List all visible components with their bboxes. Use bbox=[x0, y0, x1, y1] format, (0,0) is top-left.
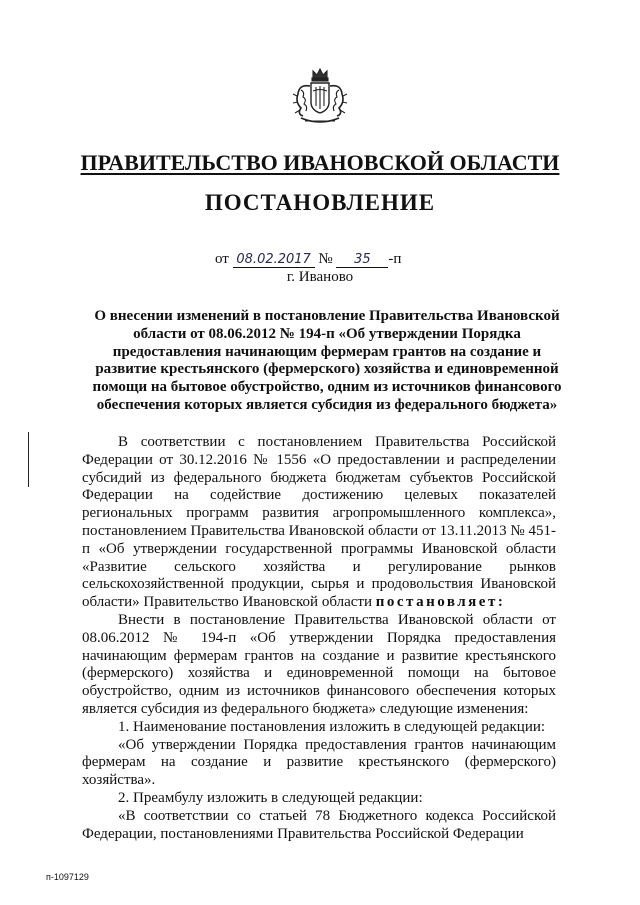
city: г. Иваново bbox=[286, 269, 354, 285]
paragraph-item-2: 2. Преамбулу изложить в следующей редакции: bbox=[118, 789, 423, 806]
decree-word: постановляет: bbox=[375, 594, 506, 611]
margin-mark bbox=[28, 432, 29, 487]
date-prefix: от bbox=[215, 251, 229, 267]
paragraph-item-1: 1. Наименование постановления изложить в следующей редакции: bbox=[118, 718, 546, 735]
document-body bbox=[82, 434, 556, 843]
paragraph-preamble bbox=[82, 434, 556, 612]
government-title-text: ПРАВИТЕЛЬСТВО ИВАНОВСКОЙ ОБЛАСТИ bbox=[80, 150, 560, 175]
coat-of-arms-emblem bbox=[289, 66, 351, 130]
paragraph-item-1-text: «Об утверждении Порядка предоставления грантов начинающим фермерам на создание и развитие крестьянского (фермерского) хозяйства». bbox=[82, 736, 556, 789]
preamble-text: В соответствии с постановлением Правительства Российской Федерации от 30.12.2016 № 1556 «О предоставлении и распределении субсидий из федерального бюджета бюджетам субъектов Российской Федерации на содействие достижению целевых показателей региональных программ развития агропромышленного комплекса», постановлением Правительства Ивановской области от 13.11.2013 № 451-п «Об утверждении государственной программы Ивановской области «Развитие сельского хозяйства и регулирование рынков сельскохозяйственной продукции, сырья и продовольствия Ивановской области» Правительство Ивановской области bbox=[82, 434, 556, 611]
document-type: ПОСТАНОВЛЕНИЕ bbox=[204, 190, 436, 215]
government-title bbox=[0, 150, 640, 176]
paragraph-amend: Внести в постановление Правительства Ивановской области от 08.06.2012 № 194-п «Об утверждении Порядка предоставления начинающим фермерам грантов на создание и развитие крестьянского (фермерского) хозяйства и единовременной помощи на бытовое обустройство, одним из источников финансового обеспечения которых является субсидия из федерального бюджета» следующие изменения: bbox=[82, 611, 556, 717]
number-suffix: -п bbox=[388, 251, 402, 267]
document-reference: п-1097129 bbox=[46, 872, 89, 882]
paragraph-item-2-text: «В соответствии со статьей 78 Бюджетного кодекса Российской Федерации, постановлениями Правительства Российской Федерации bbox=[82, 807, 556, 842]
number-field: 35 bbox=[336, 252, 388, 268]
dateline bbox=[215, 251, 401, 268]
number-label: № bbox=[318, 251, 333, 267]
date-field: 08.02.2017 bbox=[233, 252, 315, 268]
resolution-heading: О внесении изменений в постановление Правительства Ивановской области от 08.06.2012 № 194-п «Об утверждении Порядка предоставления начинающим фермерам грантов на создание и развитие крестьянского (фермерского) хозяйства и единовременной помощи на бытовое обустройство, одним из источников финансового обеспечения которых является субсидия из федерального бюджета» bbox=[92, 308, 562, 413]
